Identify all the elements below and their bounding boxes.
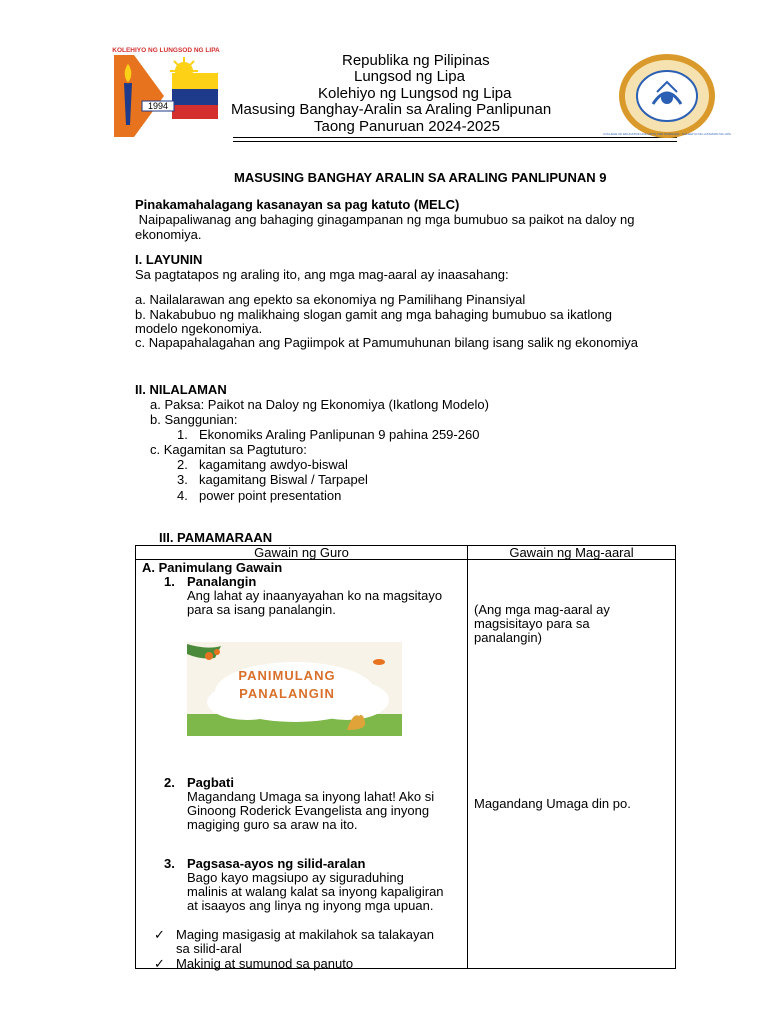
header-line-2: Lungsod ng Lipa	[354, 68, 465, 85]
kagamitan-number-2: 2.	[177, 457, 188, 472]
melc-text-line-2: ekonomiya.	[135, 227, 202, 242]
column-header-magaaral: Gawain ng Mag-aaral	[468, 546, 676, 560]
pamamaraan-heading: III. PAMAMARAAN	[159, 530, 273, 545]
step-1-number: 1.	[164, 574, 175, 589]
step-3-line-3: at isaayos ang linya ng inyong mga upuan.	[187, 898, 434, 913]
checkmark-icon: ✓	[154, 927, 165, 942]
step-2-line-1: Magandang Umaga sa inyong lahat! Ako si	[187, 789, 435, 804]
header-line-1: Republika ng Pilipinas	[342, 52, 490, 69]
guro-cell	[136, 560, 468, 969]
step-3-line-1: Bago kayo magsiupo ay siguraduhing	[187, 870, 404, 885]
checkmark-icon: ✓	[154, 956, 165, 971]
student-response-1-line-1: (Ang mga mag-aaral ay	[474, 602, 610, 617]
step-2-title: Pagbati	[187, 775, 234, 790]
layunin-heading: I. LAYUNIN	[135, 252, 203, 267]
layunin-intro: Sa pagtatapos ng araling ito, ang mga mag-aaral ay inaasahang:	[135, 267, 509, 282]
layunin-item-b-line-2: modelo ngekonomiya.	[135, 321, 263, 336]
header-rule-2	[233, 141, 677, 142]
logo-caption: KOLEHIYO NG LUNGSOD NG LIPA	[112, 47, 220, 54]
table-header-row	[136, 546, 676, 560]
panimulang-panalangin-image	[187, 642, 402, 736]
kagamitan-number-4: 4.	[177, 488, 188, 503]
college-logo-left-graphic	[114, 45, 218, 137]
step-3-line-2: malinis at walang kalat sa inyong kapaligiran	[187, 884, 444, 899]
kagamitan-item-4: power point presentation	[199, 488, 342, 503]
nilalaman-item-c: c. Kagamitan sa Pagtuturo:	[150, 442, 307, 457]
kagamitan-item-2: kagamitang awdyo-biswal	[199, 457, 348, 472]
step-2-line-2: Ginoong Roderick Evangelista ang inyong	[187, 803, 430, 818]
header-line-4: Masusing Banghay-Aralin sa Araling Panlipunan	[231, 101, 552, 118]
layunin-item-b-line-1: b. Nakabubuo ng malikhaing slogan gamit ang mga bahaging bumubuo sa ikatlong	[135, 307, 612, 322]
section-a-heading: A. Panimulang Gawain	[142, 560, 283, 575]
panalangin-illustration	[187, 642, 402, 736]
layunin-item-c: c. Napapahalagahan ang Pagiimpok at Pamumuhunan bilang isang salik ng ekonomiya	[135, 335, 639, 350]
logo-year: 1994	[147, 101, 169, 111]
college-seal-right	[603, 52, 731, 140]
student-response-2: Magandang Umaga din po.	[474, 796, 631, 811]
college-logo-left	[114, 45, 218, 137]
header-rule-1	[233, 137, 677, 138]
student-response-1-line-2: magsisitayo para sa	[474, 616, 590, 631]
check-item-1-line-1: Maging masigasig at makilahok sa talakayan	[176, 927, 434, 942]
nilalaman-heading: II. NILALAMAN	[135, 382, 227, 397]
image-title-line-2: PANALANGIN	[239, 686, 335, 701]
nilalaman-item-b: b. Sanggunian:	[150, 412, 238, 427]
column-header-guro: Gawain ng Guro	[136, 546, 468, 560]
check-item-1-line-2: sa silid-aral	[176, 941, 242, 956]
pamamaraan-table	[135, 545, 676, 969]
step-3-number: 3.	[164, 856, 175, 871]
sanggunian-item-1: Ekonomiks Araling Panlipunan 9 pahina 259-260	[199, 427, 480, 442]
check-item-2-line-1: Makinig at sumunod sa panuto	[176, 956, 354, 971]
header-line-5: Taong Panuruan 2024-2025	[314, 118, 500, 135]
nilalaman-item-a: a. Paksa: Paikot na Daloy ng Ekonomiya (Ikatlong Modelo)	[150, 397, 489, 412]
step-2-line-3: magiging guro sa araw na ito.	[187, 817, 358, 832]
step-2-number: 2.	[164, 775, 175, 790]
step-1-line-2: para sa isang panalangin.	[187, 602, 336, 617]
layunin-item-a: a. Nailalarawan ang epekto sa ekonomiya ng Pamilihang Pinansiyal	[135, 292, 526, 307]
kagamitan-item-3: kagamitang Biswal / Tarpapel	[199, 472, 368, 487]
magaaral-cell	[468, 560, 676, 969]
document-title: MASUSING BANGHAY ARALIN SA ARALING PANLIPUNAN 9	[234, 170, 607, 185]
student-response-1-line-3: panalangin)	[474, 630, 542, 645]
header-line-3: Kolehiyo ng Lungsod ng Lipa	[318, 85, 512, 102]
step-3-title: Pagsasa-ayos ng silid-aralan	[187, 856, 366, 871]
seal-caption: COLLEGE OF EDUCATION AND ARTS AND SCIENCES · KOLEHIYO NG LUNGSOD NG LIPA	[603, 132, 731, 136]
step-1-title: Panalangin	[187, 574, 257, 589]
image-title-line-1: PANIMULANG	[238, 668, 336, 683]
step-1-line-1: Ang lahat ay inaanyayahan ko na magsitayo	[187, 588, 443, 603]
table-row	[136, 560, 676, 969]
melc-heading: Pinakamahalagang kasanayan sa pag katuto (MELC)	[135, 197, 460, 212]
sanggunian-number-1: 1.	[177, 427, 188, 442]
kagamitan-number-3: 3.	[177, 472, 188, 487]
college-seal-graphic	[603, 52, 731, 140]
melc-text-line-1: Naipapaliwanag ang bahaging ginagampanan ng mga bumubuo sa paikot na daloy ng	[135, 212, 635, 227]
